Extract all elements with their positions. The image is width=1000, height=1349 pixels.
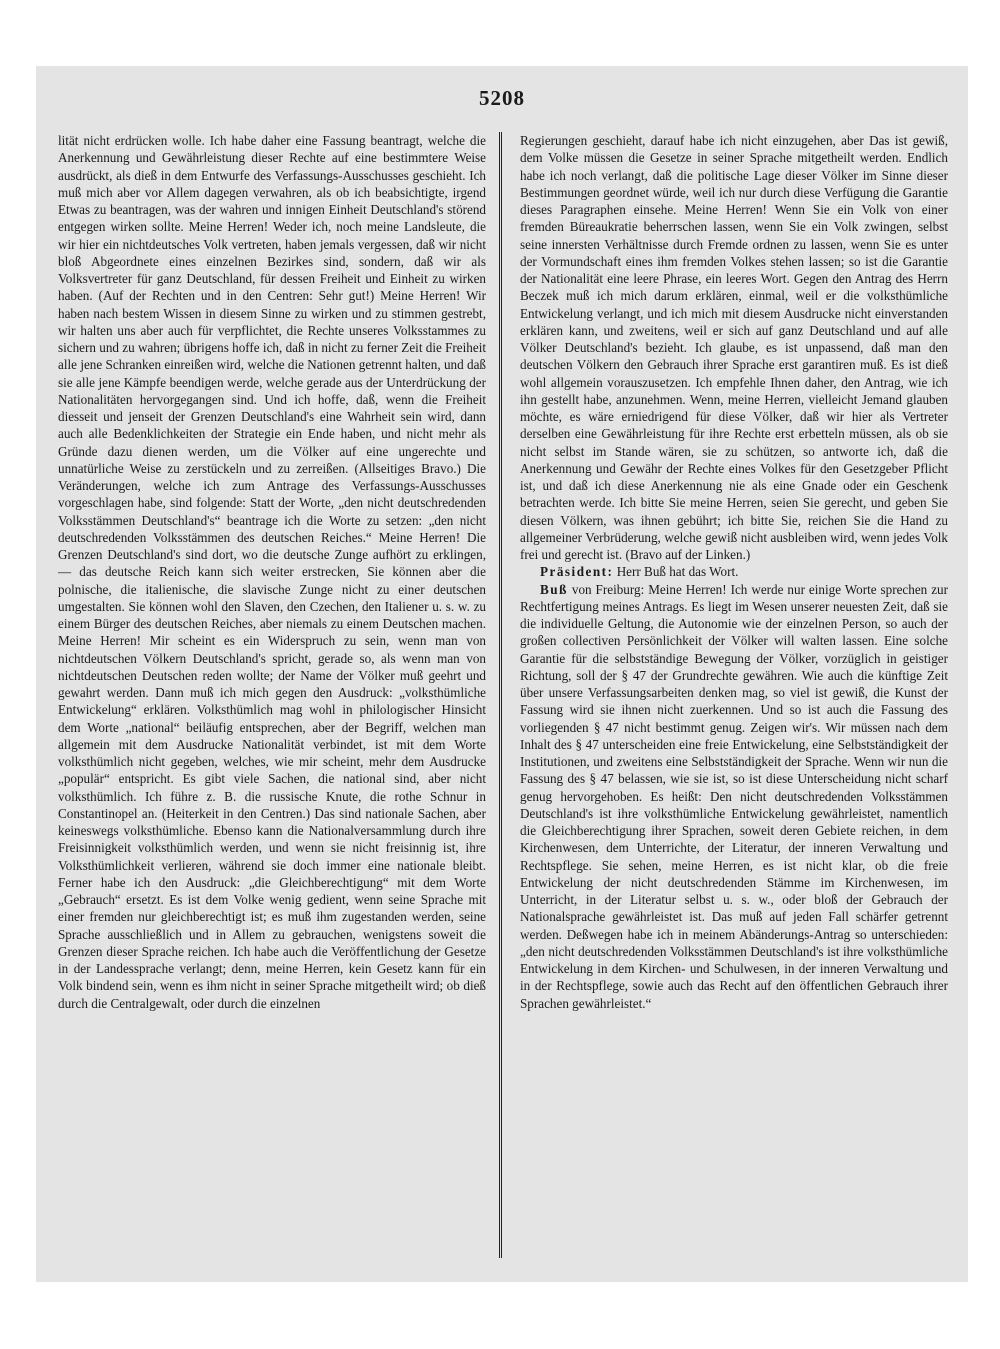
column-divider <box>499 132 502 1258</box>
right-column <box>520 132 948 1258</box>
buss-text: von Freiburg: Meine Herren! Ich werde nur einige Worte sprechen zur Rechtfertigung meines Antrags. Es liegt im Wesen unserer neuesten Zeit, daß sie die individuelle Geltung, die Autonomie wie der einzelnen Person, so auch der großen collectiven Persönlichkeit der Völker will walten lassen. Eine solche Garantie für die selbstständige Bewegung der Völker, vorzüglich in geistiger Richtung, soll der § 47 der Grundrechte gewähren. Wie auch die künftige Zeit über unsere Verfassungsarbeiten denken mag, so viel ist gewiß, die Kunst der Fassung wird sie ihnen nicht zuerkennen. Und so ist auch die Fassung des vorliegenden § 47 nicht bestimmt genug. Zeigen wir's. Wir müssen nach dem Inhalt des § 47 unterscheiden eine freie Entwickelung, eine Selbstständigkeit der Institutionen, und zweitens eine Selbstständigkeit der Sprache. Wenn wir nun die Fassung des § 47 belassen, wie sie ist, so ist diese Unterscheidung nicht scharf genug hervorgehoben. Es heißt: Den nicht deutschredenden Volksstämmen Deutschland's ist ihre volksthümliche Entwickelung gewährleistet, namentlich die Gleichberechtigung ihrer Sprachen, soweit deren Gebiete reichen, in dem Kirchenwesen, dem Unterrichte, der Literatur, der inneren Verwaltung und Rechtspflege. Sie sehen, meine Herren, es ist nicht klar, ob die freie Entwickelung der nicht deutschredenden Stämme im Kirchenwesen, im Unterricht, in der Literatur selbst u. s. w., oder bloß der Gebrauch der Nationalsprache gewährleistet ist. Das muß auf jeden Fall schärfer getrennt werden. Deßwegen habe ich in meinem Abänderungs-Antrag so unterschieden: „den nicht deutschredenden Volksstämmen Deutschland's ist ihre volksthümliche Entwickelung in dem Kirchen- und Schulwesen, in der inneren Verwaltung und in der Rechtspflege, sowie auch das Recht auf den öffentlichen Gebrauch ihrer Sprachen gewährleistet.“ <box>520 581 948 1011</box>
scanned-page <box>36 66 968 1282</box>
left-column-text: lität nicht erdrücken wolle. Ich habe daher eine Fassung beantragt, welche die Anerkennung und Gewährleistung dieser Rechte auf eine bestimmtere Weise ausdrückt, als dieß in dem Entwurfe des Verfassungs-Ausschusses geschieht. Ich muß mich aber vor Allem dagegen verwahren, als ob ich beabsichtigte, irgend Etwas zu beantragen, was der wahren und innigen Einheit Deutschland's störend entgegen wirken sollte. Meine Herren! Weder ich, noch meine Landsleute, die wir hier ein nichtdeutsches Volk vertreten, haben jemals vergessen, daß wir nicht bloß Abgeordnete eines einzelnen Bezirkes sind, sondern, daß wir als Volksvertreter für ganz Deutschland, für dessen Freiheit und Einheit zu wirken haben. (Auf der Rechten und in den Centren: Sehr gut!) Meine Herren! Wir haben nach bestem Wissen in diesem Sinne zu wirken und zu stimmen gestrebt, wir halten uns aber auch für verpflichtet, die Rechte unseres Volksstammes zu sichern und zu wahren; übrigens hoffe ich, daß in nicht zu ferner Zeit die Freiheit alle jene Schranken einreißen wird, welche die Nationen getrennt halten, und daß sie alle jene Kämpfe beendigen werde, welche gerade aus der Unterdrückung der Nationalitäten hervorgegangen sind. Und ich hoffe, daß, wenn die Freiheit diesseit und jenseit der Grenzen Deutschland's eine Wahrheit sein wird, dann auch alle Bedenklichkeiten der Strategie ein Ende haben, und nicht mehr als Gründe dazu dienen werden, um die Völker auf eine ungerechte und unnatürliche Weise zu zerstückeln und zu zerreißen. (Allseitiges Bravo.) Die Veränderungen, welche ich zum Antrage des Verfassungs-Ausschusses vorgeschlagen habe, sind folgende: Statt der Worte, „den nicht deutschredenden Volksstämmen Deutschland's“ beantrage ich die Worte zu setzen: „den nicht deutschredenden Volksstämmen des deutschen Reiches.“ Meine Herren! Die Grenzen Deutschland's sind dort, wo die deutsche Zunge aufhört zu erklingen, — das deutsche Reich kann sich weiter erstrecken, Sie können aber die polnische, die italienische, die slavische Zunge nicht zu einer deutschen umgestalten. Sie können wohl den Slaven, den Czechen, den Italiener u. s. w. zu einem Bürger des deutschen Reiches, aber niemals zu einem Deutschen machen. Meine Herren! Mir scheint es ein Widerspruch zu sein, wenn man von nichtdeutschen Völkern Deutschland's spricht, gerade so, als wenn man von nichtdeutschen Deutschen reden wollte; der Name der Völker muß geehrt und gewahrt werden. Dann muß ich mich gegen den Ausdruck: „volksthümliche Entwickelung“ erklären. Volksthümlich mag wohl in philologischer Hinsicht dem Worte „national“ beiläufig entsprechen, aber der Begriff, welchen man allgemein mit dem Ausdrucke Nationalität verbindet, ist mit dem Worte volksthümlich nicht gegeben, welches, wie mir scheint, mehr dem Ausdrucke „populär“ entspricht. Es gibt viele Sachen, die national sind, aber nicht volksthümlich. Ich führe z. B. die russische Knute, die rothe Schnur in Constantinopel an. (Heiterkeit in den Centren.) Das sind nationale Sachen, aber keineswegs volksthümliche. Ebenso kann die Nationalversammlung durch ihre Freisinnigkeit volksthümlich werden, und wenn sie nicht freisinnig ist, ihre Volksthümlichkeit verlieren, während sie doch immer eine nationale bleibt. Ferner habe ich den Ausdruck: „die Gleichberechtigung“ mit dem Worte „Gebrauch“ ersetzt. Es ist dem Volke wenig gedient, wenn seine Sprache mit einer fremden nur gleichberechtigt ist; es muß ihm zugestanden werden, seine Sprache ausschließlich und in Allem zu gebrauchen, wenigstens soweit die Grenzen dieser Sprache reichen. Ich habe auch die Veröffentlichung der Gesetze in der Landessprache verlangt; denn, meine Herren, kein Gesetz kann für ein Volk bindend sein, wenn es ihm nicht in seiner Sprache mitgetheilt wird; ob dieß durch die Centralgewalt, oder durch die einzelnen <box>58 133 486 1011</box>
speaker-buss: Buß <box>540 581 568 597</box>
president-text: Herr Buß hat das Wort. <box>613 564 739 580</box>
buss-speech <box>520 581 948 1012</box>
speaker-president: Präsident: <box>540 564 614 580</box>
page-number: 5208 <box>479 86 525 110</box>
president-statement <box>520 563 948 580</box>
left-column <box>58 132 486 1258</box>
right-column-paragraph: Regierungen geschieht, darauf habe ich nicht einzugehen, aber Das ist gewiß, dem Volke müssen die Gesetze in seiner Sprache mitgetheilt werden. Endlich habe ich noch verlangt, daß die politische Lage dieser Völker im Sinne dieser Bestimmungen geordnet würde, weil ich nur durch diese Verfügung die Garantie dieses Paragraphen einsehe. Meine Herren! Wenn Sie ein Volk von einer fremden Büreaukratie beherrschen lassen, wenn Sie ein Volk zwingen, selbst seine innersten Verhältnisse durch Fremde ordnen zu lassen, wenn Sie es unter der Vormundschaft eines ihm fremden Volkes stehen lassen; so ist die Garantie der Nationalität eine leere Phrase, ein leeres Wort. Gegen den Antrag des Herrn Beczek muß ich mich darum erklären, einmal, weil er die volksthümliche Entwickelung verlangt, und ich mich mit diesem Ausdrucke nicht einverstanden erklären kann, und zweitens, weil er sich auf ganz Deutschland und auf alle Völker Deutschland's bezieht. Ich glaube, es ist unpassend, daß man den deutschen Völkern den Gebrauch ihrer Sprache erst garantiren muß. Es ist dieß wohl allgemein vorauszusetzen. Ich empfehle Ihnen daher, den Antrag, wie ich ihn gestellt habe, anzunehmen. Wenn, meine Herren, vielleicht Jemand glauben möchte, es wäre erniedrigend für diese Völker, daß wir hier als Vertreter derselben eine Gewährleistung für ihre Rechte erst erbetteln müssen, als ob sie nicht selbst im Stande wären, sie zu schützen, so antworte ich, daß die Anerkennung und Gewähr der Rechte eines Volkes für den Gesetzgeber Pflicht ist, und daß ich diese Anerkennung nie als eine Gnade oder ein Geschenk betrachten werde. Ich bitte Sie meine Herren, seien Sie gerecht, und geben Sie diesen Völkern, was ihnen gebührt; ich bitte Sie, reichen Sie die Hand zu allgemeiner Verbrüderung, welche gewiß nicht ausbleiben wird, wenn jedes Volk frei und gerecht ist. (Bravo auf der Linken.) <box>520 133 948 562</box>
